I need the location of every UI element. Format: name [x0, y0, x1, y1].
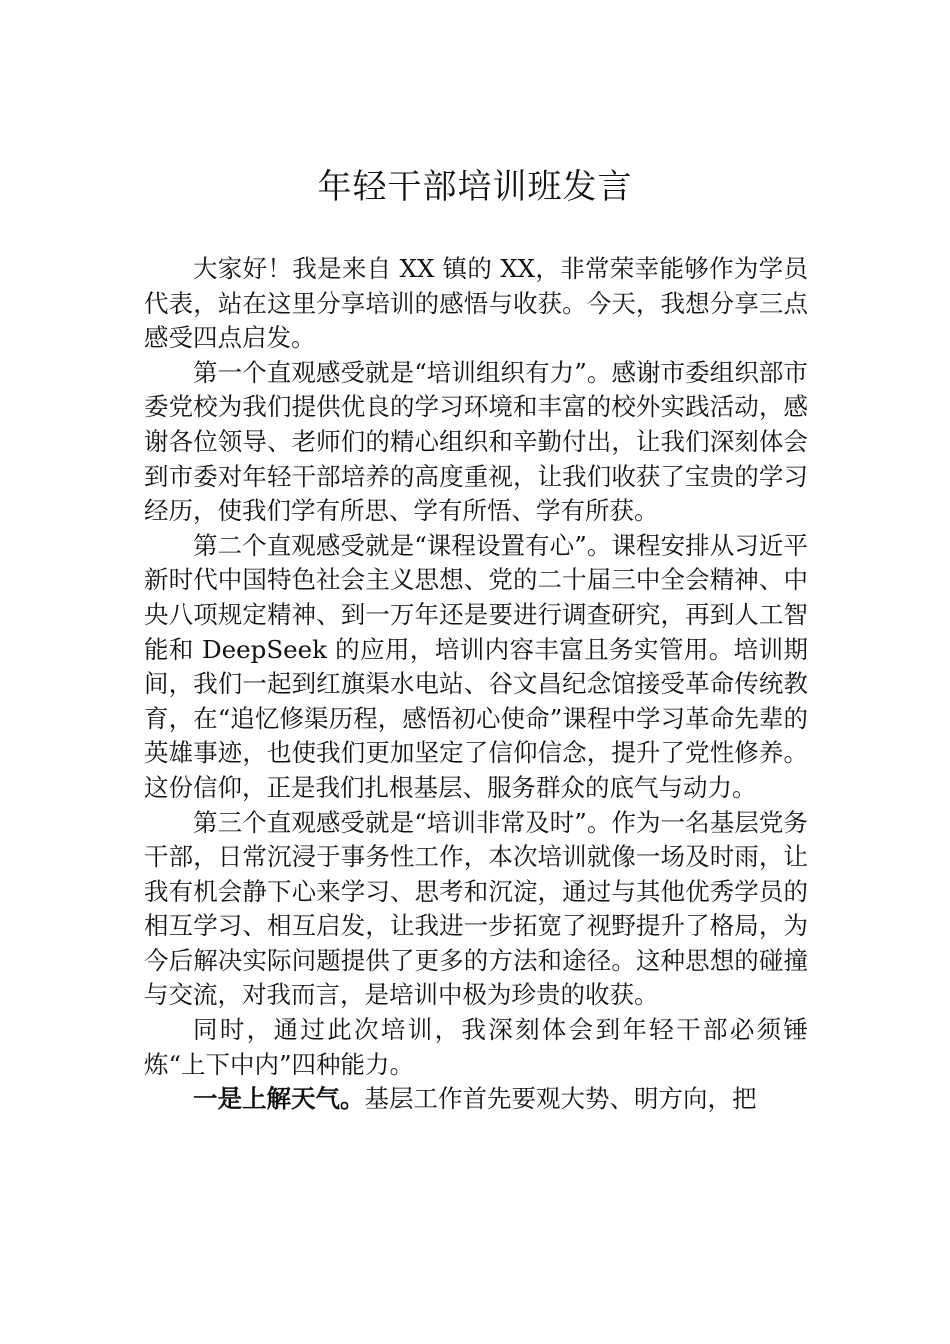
first-ability-heading: 一是上解天气。 — [193, 1084, 365, 1114]
paragraph-second-impression: 第二个直观感受就是“课程设置有心”。课程安排从习近平新时代中国特色社会主义思想、党的二十届三中全会精神、中央八项规定精神、到一万年还是要进行调查研究，再到人工智能和 DeepSeek 的应用，培训内容丰富且务实管用。培训期间，我们一起到红旗渠水电站、谷文昌纪念馆接受革命传统教育，在“追忆修渠历程，感悟初心使命”课程中学习革命先辈的英雄事迹，也使我们更加坚定了信仰信念，提升了党性修养。这份信仰，正是我们扎根基层、服务群众的底气与动力。 — [144, 530, 808, 802]
paragraph-four-abilities: 同时，通过此次培训，我深刻体会到年轻干部必须锤炼“上下中内”四种能力。 — [144, 1015, 808, 1079]
paragraph-first-impression: 第一个直观感受就是“培训组织有力”。感谢市委组织部市委党校为我们提供优良的学习环境和丰富的校外实践活动，感谢各位领导、老师们的精心组织和辛勤付出，让我们深刻体会到市委对年轻干部培养的高度重视，让我们收获了宝贵的学习经历，使我们学有所思、学有所悟、学有所获。 — [144, 357, 808, 526]
paragraph-third-impression: 第三个直观感受就是“培训非常及时”。作为一名基层党务干部，日常沉浸于事务性工作，本次培训就像一场及时雨，让我有机会静下心来学习、思考和沉淀，通过与其他优秀学员的相互学习、相互启发，让我进一步拓宽了视野提升了格局，为今后解决实际问题提供了更多的方法和途径。这种思想的碰撞与交流，对我而言，是培训中极为珍贵的收获。 — [144, 807, 808, 1010]
paragraph-first-ability — [144, 1082, 808, 1117]
paragraph-greeting: 大家好！我是来自 XX 镇的 XX，非常荣幸能够作为学员代表，站在这里分享培训的感悟与收获。今天，我想分享三点感受四点启发。 — [144, 254, 808, 353]
document-title: 年轻干部培训班发言 — [317, 167, 633, 207]
document-body — [144, 252, 808, 1117]
first-ability-text: 基层工作首先要观大势、明方向，把 — [364, 1084, 757, 1114]
